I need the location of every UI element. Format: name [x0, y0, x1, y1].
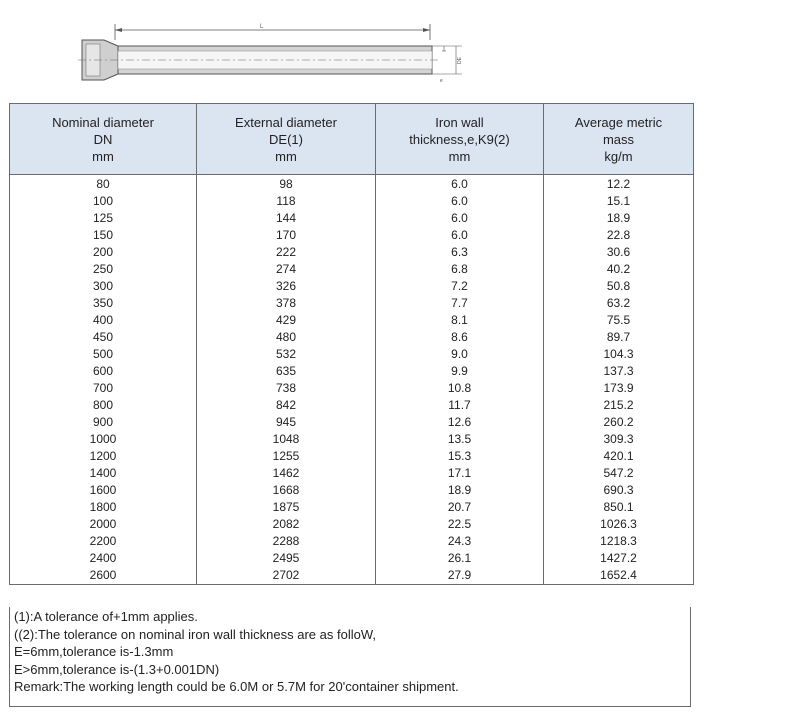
pipe-drawing — [70, 10, 490, 90]
table-cell: 10.8 — [376, 380, 544, 397]
table-cell: 2200 — [10, 533, 197, 550]
table-cell: 27.9 — [376, 567, 544, 585]
note-line: (1):A tolerance of+1mm applies. — [14, 609, 198, 624]
table-cell: 1218.3 — [544, 533, 694, 550]
table-cell: 173.9 — [544, 380, 694, 397]
table-cell: 326 — [197, 278, 376, 295]
column-header-0: Nominal diameter DN mm — [10, 104, 197, 175]
table-cell: 1427.2 — [544, 550, 694, 567]
table-row — [10, 380, 694, 397]
table-cell: 480 — [197, 329, 376, 346]
table-cell: 350 — [10, 295, 197, 312]
table-cell: 80 — [10, 175, 197, 194]
table-cell: 450 — [10, 329, 197, 346]
table-cell: 15.3 — [376, 448, 544, 465]
column-header-1: External diameter DE(1) mm — [197, 104, 376, 175]
thickness-label: e — [440, 78, 443, 84]
table-cell: 170 — [197, 227, 376, 244]
table-cell: 635 — [197, 363, 376, 380]
table-cell: 6.0 — [376, 193, 544, 210]
table-row — [10, 414, 694, 431]
length-label: L — [260, 24, 264, 30]
table-cell: 250 — [10, 261, 197, 278]
table-cell: 1668 — [197, 482, 376, 499]
table-cell: 1600 — [10, 482, 197, 499]
table-row — [10, 397, 694, 414]
table-cell: 30.6 — [544, 244, 694, 261]
table-cell: 600 — [10, 363, 197, 380]
table-row — [10, 346, 694, 363]
table-cell: 500 — [10, 346, 197, 363]
table-header-row — [10, 104, 694, 175]
table-cell: 200 — [10, 244, 197, 261]
table-cell: 8.1 — [376, 312, 544, 329]
table-row — [10, 533, 694, 550]
table-cell: 429 — [197, 312, 376, 329]
table-body — [10, 175, 694, 585]
table-cell: 104.3 — [544, 346, 694, 363]
table-row — [10, 175, 694, 194]
table-cell: 2702 — [197, 567, 376, 585]
table-cell: 137.3 — [544, 363, 694, 380]
table-cell: 22.8 — [544, 227, 694, 244]
table-cell: 1400 — [10, 465, 197, 482]
table-row — [10, 244, 694, 261]
table-cell: 15.1 — [544, 193, 694, 210]
table-cell: 6.3 — [376, 244, 544, 261]
table-cell: 125 — [10, 210, 197, 227]
table-cell: 945 — [197, 414, 376, 431]
table-cell: 2600 — [10, 567, 197, 585]
table-cell: 22.5 — [376, 516, 544, 533]
table-row — [10, 448, 694, 465]
table-cell: 1200 — [10, 448, 197, 465]
table-row — [10, 295, 694, 312]
table-row — [10, 516, 694, 533]
table-cell: 12.6 — [376, 414, 544, 431]
table-cell: 1652.4 — [544, 567, 694, 585]
table-row — [10, 312, 694, 329]
table-cell: 1875 — [197, 499, 376, 516]
table-cell: 9.9 — [376, 363, 544, 380]
table-cell: 2082 — [197, 516, 376, 533]
table-cell: 850.1 — [544, 499, 694, 516]
table-cell: 1026.3 — [544, 516, 694, 533]
table-row — [10, 227, 694, 244]
table-cell: 738 — [197, 380, 376, 397]
table-cell: 6.8 — [376, 261, 544, 278]
table-cell: 7.7 — [376, 295, 544, 312]
table-cell: 11.7 — [376, 397, 544, 414]
table-cell: 1048 — [197, 431, 376, 448]
table-cell: 260.2 — [544, 414, 694, 431]
note-line: ((2):The tolerance on nominal iron wall thickness are as folloW, — [14, 626, 376, 642]
table-cell: 2000 — [10, 516, 197, 533]
table-cell: 1462 — [197, 465, 376, 482]
table-row — [10, 482, 694, 499]
table-cell: 1255 — [197, 448, 376, 465]
table-cell: 118 — [197, 193, 376, 210]
table-cell: 222 — [197, 244, 376, 261]
table-cell: 13.5 — [376, 431, 544, 448]
table-cell: 63.2 — [544, 295, 694, 312]
table-cell: 1000 — [10, 431, 197, 448]
table-row — [10, 210, 694, 227]
table-row — [10, 431, 694, 448]
table-cell: 400 — [10, 312, 197, 329]
table-cell: 300 — [10, 278, 197, 295]
column-header-2: Iron wall thickness,e,K9(2) mm — [376, 104, 544, 175]
diameter-label: DE — [457, 57, 463, 64]
table-cell: 700 — [10, 380, 197, 397]
note-line: E>6mm,tolerance is-(1.3+0.001DN) — [14, 661, 220, 677]
table-row — [10, 499, 694, 516]
table-cell: 532 — [197, 346, 376, 363]
table-cell: 100 — [10, 193, 197, 210]
table-cell: 2495 — [197, 550, 376, 567]
table-cell: 6.0 — [376, 210, 544, 227]
table-row — [10, 465, 694, 482]
table-row — [10, 278, 694, 295]
note-line: E=6mm,tolerance is-1.3mm — [14, 644, 174, 659]
table-cell: 8.6 — [376, 329, 544, 346]
table-cell: 274 — [197, 261, 376, 278]
table-notes — [9, 607, 691, 707]
table-cell: 144 — [197, 210, 376, 227]
table-cell: 18.9 — [376, 482, 544, 499]
table-cell: 378 — [197, 295, 376, 312]
table-cell: 2400 — [10, 550, 197, 567]
table-cell: 547.2 — [544, 465, 694, 482]
table-cell: 6.0 — [376, 227, 544, 244]
table-cell: 12.2 — [544, 175, 694, 194]
table-cell: 309.3 — [544, 431, 694, 448]
table-row — [10, 550, 694, 567]
table-cell: 40.2 — [544, 261, 694, 278]
table-row — [10, 261, 694, 278]
note-line: Remark:The working length could be 6.0M or 5.7M for 20'container shipment. — [14, 679, 459, 694]
table-cell: 1800 — [10, 499, 197, 516]
table-cell: 215.2 — [544, 397, 694, 414]
table-cell: 420.1 — [544, 448, 694, 465]
table-cell: 50.8 — [544, 278, 694, 295]
table-row — [10, 329, 694, 346]
table-cell: 98 — [197, 175, 376, 194]
table-cell: 18.9 — [544, 210, 694, 227]
pipe-spec-table — [9, 103, 694, 585]
table-cell: 75.5 — [544, 312, 694, 329]
table-cell: 690.3 — [544, 482, 694, 499]
table-cell: 7.2 — [376, 278, 544, 295]
table-cell: 24.3 — [376, 533, 544, 550]
table-cell: 900 — [10, 414, 197, 431]
table-cell: 800 — [10, 397, 197, 414]
table-cell: 150 — [10, 227, 197, 244]
table-cell: 89.7 — [544, 329, 694, 346]
table-cell: 26.1 — [376, 550, 544, 567]
column-header-3: Average metric mass kg/m — [544, 104, 694, 175]
table-cell: 20.7 — [376, 499, 544, 516]
table-row — [10, 193, 694, 210]
table-cell: 2288 — [197, 533, 376, 550]
table-row — [10, 567, 694, 585]
table-cell: 17.1 — [376, 465, 544, 482]
table-cell: 9.0 — [376, 346, 544, 363]
table-cell: 6.0 — [376, 175, 544, 194]
table-cell: 842 — [197, 397, 376, 414]
table-row — [10, 363, 694, 380]
